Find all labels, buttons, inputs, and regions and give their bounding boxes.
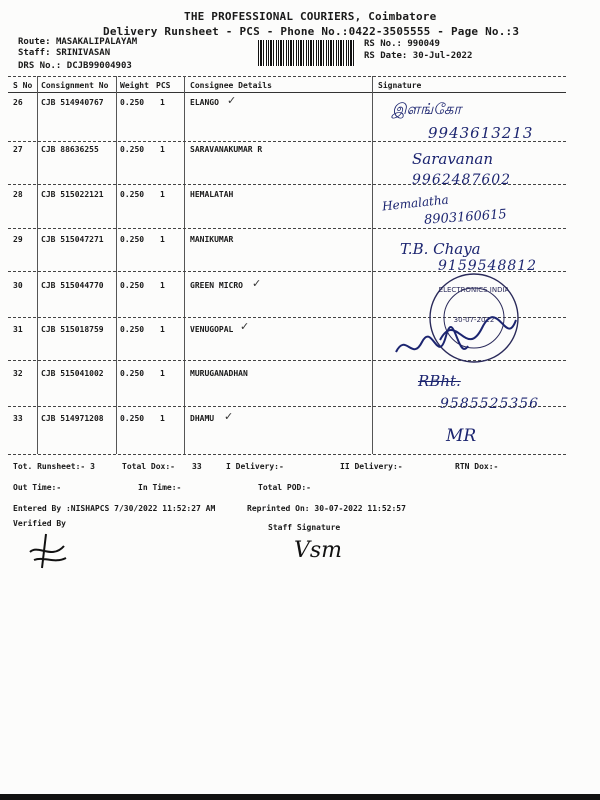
handwritten-signature: RBht.	[418, 372, 461, 390]
rs-no-row	[364, 39, 440, 49]
row-weight: 0.250	[120, 281, 145, 290]
table-header-rule	[8, 92, 566, 93]
rs-date-label: RS Date:	[364, 51, 408, 61]
row-sno: 32	[13, 369, 23, 378]
rs-no-label: RS No.:	[364, 39, 402, 49]
row-consignee: ELANGO	[190, 98, 219, 107]
staff-signature-label: Staff Signature	[268, 523, 341, 532]
row-consignment: CJB 515044770	[41, 281, 104, 290]
row-consignee: DHAMU	[190, 414, 215, 423]
signature-scribble	[392, 322, 472, 368]
row-pcs: 1	[160, 235, 165, 244]
row-pcs: 1	[160, 145, 165, 154]
row-weight: 0.250	[120, 98, 145, 107]
entered-by: Entered By :NISHAPCS 7/30/2022 11:52:27 AM	[13, 504, 216, 513]
handwritten-phone: 9585525356	[440, 396, 540, 412]
col-divider	[372, 76, 373, 454]
staff-signature-mark: Vsm	[294, 538, 343, 563]
row-consignee: SARAVANAKUMAR R	[190, 145, 263, 154]
col-header-weight: Weight	[120, 81, 149, 90]
drs-row	[18, 61, 132, 71]
rs-no-value: 990049	[407, 39, 440, 49]
staff-row	[18, 48, 110, 58]
stamp-date: 30-07-2022	[453, 316, 495, 324]
row-pcs: 1	[160, 414, 165, 423]
table-top-rule	[8, 76, 566, 77]
handwritten-signature: Hemalatha	[381, 192, 450, 214]
i-delivery: I Delivery:-	[226, 462, 284, 471]
row-weight: 0.250	[120, 145, 145, 154]
rtn-dox: RTN Dox:-	[455, 462, 499, 471]
row-divider	[8, 406, 566, 407]
col-divider	[116, 76, 117, 454]
col-header-pcs: PCS	[156, 81, 171, 90]
row-weight: 0.250	[120, 369, 145, 378]
handwritten-signature: T.B. Chaya	[400, 240, 481, 258]
row-divider	[8, 228, 566, 229]
rs-date-value: 30-Jul-2022	[412, 51, 473, 61]
row-sno: 27	[13, 145, 23, 154]
row-pcs: 1	[160, 325, 165, 334]
stamp-text: ELECTRONICS INDIA	[438, 286, 510, 294]
row-consignee: VENUGOPAL	[190, 325, 234, 334]
reprinted-on: Reprinted On: 30-07-2022 11:52:57	[247, 504, 406, 513]
drs-label: DRS No.:	[18, 61, 62, 71]
drs-value: DCJB99004903	[66, 61, 132, 71]
row-sno: 28	[13, 190, 23, 199]
staff-label: Staff:	[18, 48, 51, 58]
route-value: MASAKALIPALAYAM	[55, 37, 138, 47]
check-mark-icon: ✓	[224, 410, 234, 423]
col-divider	[184, 76, 185, 454]
row-pcs: 1	[160, 369, 165, 378]
row-consignment: CJB 515018759	[41, 325, 104, 334]
total-dox-value: 33	[192, 462, 202, 471]
staff-value: SRINIVASAN	[55, 48, 111, 58]
handwritten-phone: 9159548812	[438, 258, 538, 274]
row-sno: 31	[13, 325, 23, 334]
row-consignee: MANIKUMAR	[190, 235, 234, 244]
rs-date-row	[364, 51, 472, 61]
row-sno: 33	[13, 414, 23, 423]
out-time: Out Time:-	[13, 483, 62, 492]
row-consignment: CJB 515047271	[41, 235, 104, 244]
handwritten-phone: 9943613213	[428, 124, 534, 142]
handwritten-phone: 8903160615	[423, 207, 508, 228]
handwritten-phone: 9962487602	[412, 172, 512, 188]
row-weight: 0.250	[120, 414, 145, 423]
total-dox-label: Total Dox:-	[122, 462, 175, 471]
row-pcs: 1	[160, 281, 165, 290]
row-consignee: MURUGANADHAN	[190, 369, 248, 378]
col-divider	[37, 76, 38, 454]
row-consignment: CJB 88636255	[41, 145, 99, 154]
ii-delivery: II Delivery:-	[340, 462, 403, 471]
row-weight: 0.250	[120, 325, 145, 334]
col-header-consignment: Consignment No	[41, 81, 109, 90]
scan-edge	[0, 794, 600, 800]
row-consignee: HEMALATAH	[190, 190, 234, 199]
table-bottom-rule	[8, 454, 566, 455]
barcode	[258, 40, 356, 66]
handwritten-signature: MR	[446, 426, 477, 446]
check-mark-icon: ✓	[240, 320, 250, 333]
row-weight: 0.250	[120, 235, 145, 244]
row-consignment: CJB 514940767	[41, 98, 104, 107]
row-pcs: 1	[160, 98, 165, 107]
verified-signature	[24, 530, 72, 572]
row-pcs: 1	[160, 190, 165, 199]
route-row	[18, 37, 137, 47]
row-consignment: CJB 514971208	[41, 414, 104, 423]
row-sno: 29	[13, 235, 23, 244]
row-sno: 26	[13, 98, 23, 107]
col-header-consignee: Consignee Details	[190, 81, 272, 90]
handwritten-signature: இளங்கோ	[392, 100, 462, 118]
row-divider	[8, 141, 566, 142]
col-header-sno: S No	[13, 81, 33, 90]
verified-by-label: Verified By	[13, 519, 66, 528]
row-consignee: GREEN MICRO	[190, 281, 243, 290]
row-weight: 0.250	[120, 190, 145, 199]
check-mark-icon: ✓	[252, 277, 262, 290]
total-pod: Total POD:-	[258, 483, 311, 492]
row-sno: 30	[13, 281, 23, 290]
route-label: Route:	[18, 37, 51, 47]
tot-runsheet: Tot. Runsheet:- 3	[13, 462, 95, 471]
check-mark-icon: ✓	[227, 94, 237, 107]
runsheet-subtitle: Delivery Runsheet - PCS - Phone No.:0422-3505555 - Page No.:3	[103, 25, 520, 38]
col-header-signature: Signature	[378, 81, 422, 90]
row-consignment: CJB 515022121	[41, 190, 104, 199]
row-consignment: CJB 515041002	[41, 369, 104, 378]
row-divider	[8, 184, 566, 185]
in-time: In Time:-	[138, 483, 182, 492]
handwritten-signature: Saravanan	[412, 150, 494, 168]
company-title: THE PROFESSIONAL COURIERS, Coimbatore	[184, 10, 437, 23]
